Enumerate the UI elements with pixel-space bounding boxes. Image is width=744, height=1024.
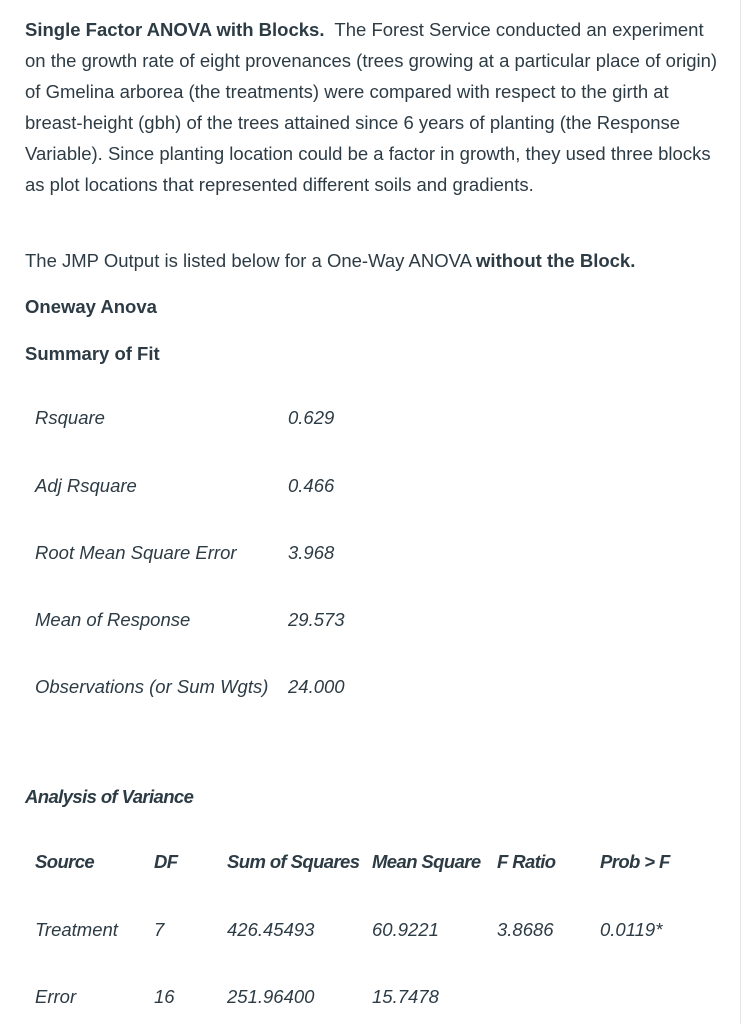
fit-value: 29.573 (288, 609, 345, 630)
fit-label: Observations (or Sum Wgts) (35, 676, 269, 697)
heading-analysis-of-variance: Analysis of Variance (25, 786, 194, 807)
header-mean-square: Mean Square (372, 851, 481, 872)
jmp-output-bold: without the Block. (476, 250, 636, 271)
heading-oneway-anova: Oneway Anova (25, 296, 157, 317)
cell-f-ratio: 3.8686 (497, 919, 554, 940)
intro-body: The Forest Service conducted an experiment on the growth rate of eight provenances (trees growing at a particular place of origin) of Gmelina arborea (the treatments) were compared with respect to the girth at breast-height (gbh) of the trees attained since 6 years of planting (the Response Variable). Since planting location could be a factor in growth, they used three blocks as plot locations that represented different soils and gradients. (25, 19, 718, 195)
cell-source: Treatment (35, 919, 118, 940)
cell-df: 7 (154, 919, 165, 940)
cell-sum-of-squares: 426.45493 (227, 919, 315, 940)
jmp-output-line (25, 250, 635, 272)
fit-label: Mean of Response (35, 609, 191, 630)
fit-value: 24.000 (288, 676, 345, 697)
fit-label: Root Mean Square Error (35, 542, 237, 563)
header-prob-f: Prob > F (600, 851, 670, 872)
intro-paragraph (25, 14, 725, 200)
header-f-ratio: F Ratio (497, 851, 556, 872)
cell-source: Error (35, 986, 77, 1007)
heading-summary-of-fit: Summary of Fit (25, 343, 160, 364)
jmp-output-text: The JMP Output is listed below for a One-Way ANOVA (25, 250, 477, 271)
cell-mean-square: 15.7478 (372, 986, 439, 1007)
header-sum-of-squares: Sum of Squares (227, 851, 360, 872)
fit-value: 0.629 (288, 407, 335, 428)
header-source: Source (35, 851, 95, 872)
fit-label: Adj Rsquare (35, 475, 137, 496)
fit-value: 3.968 (288, 542, 335, 563)
cell-mean-square: 60.9221 (372, 919, 439, 940)
fit-value: 0.466 (288, 475, 335, 496)
fit-label: Rsquare (35, 407, 105, 428)
header-df: DF (154, 851, 178, 872)
cell-prob-f: 0.0119* (600, 919, 663, 940)
intro-title: Single Factor ANOVA with Blocks. (25, 19, 325, 40)
page-edge-rule (740, 0, 741, 1024)
cell-df: 16 (154, 986, 175, 1007)
cell-sum-of-squares: 251.96400 (227, 986, 315, 1007)
